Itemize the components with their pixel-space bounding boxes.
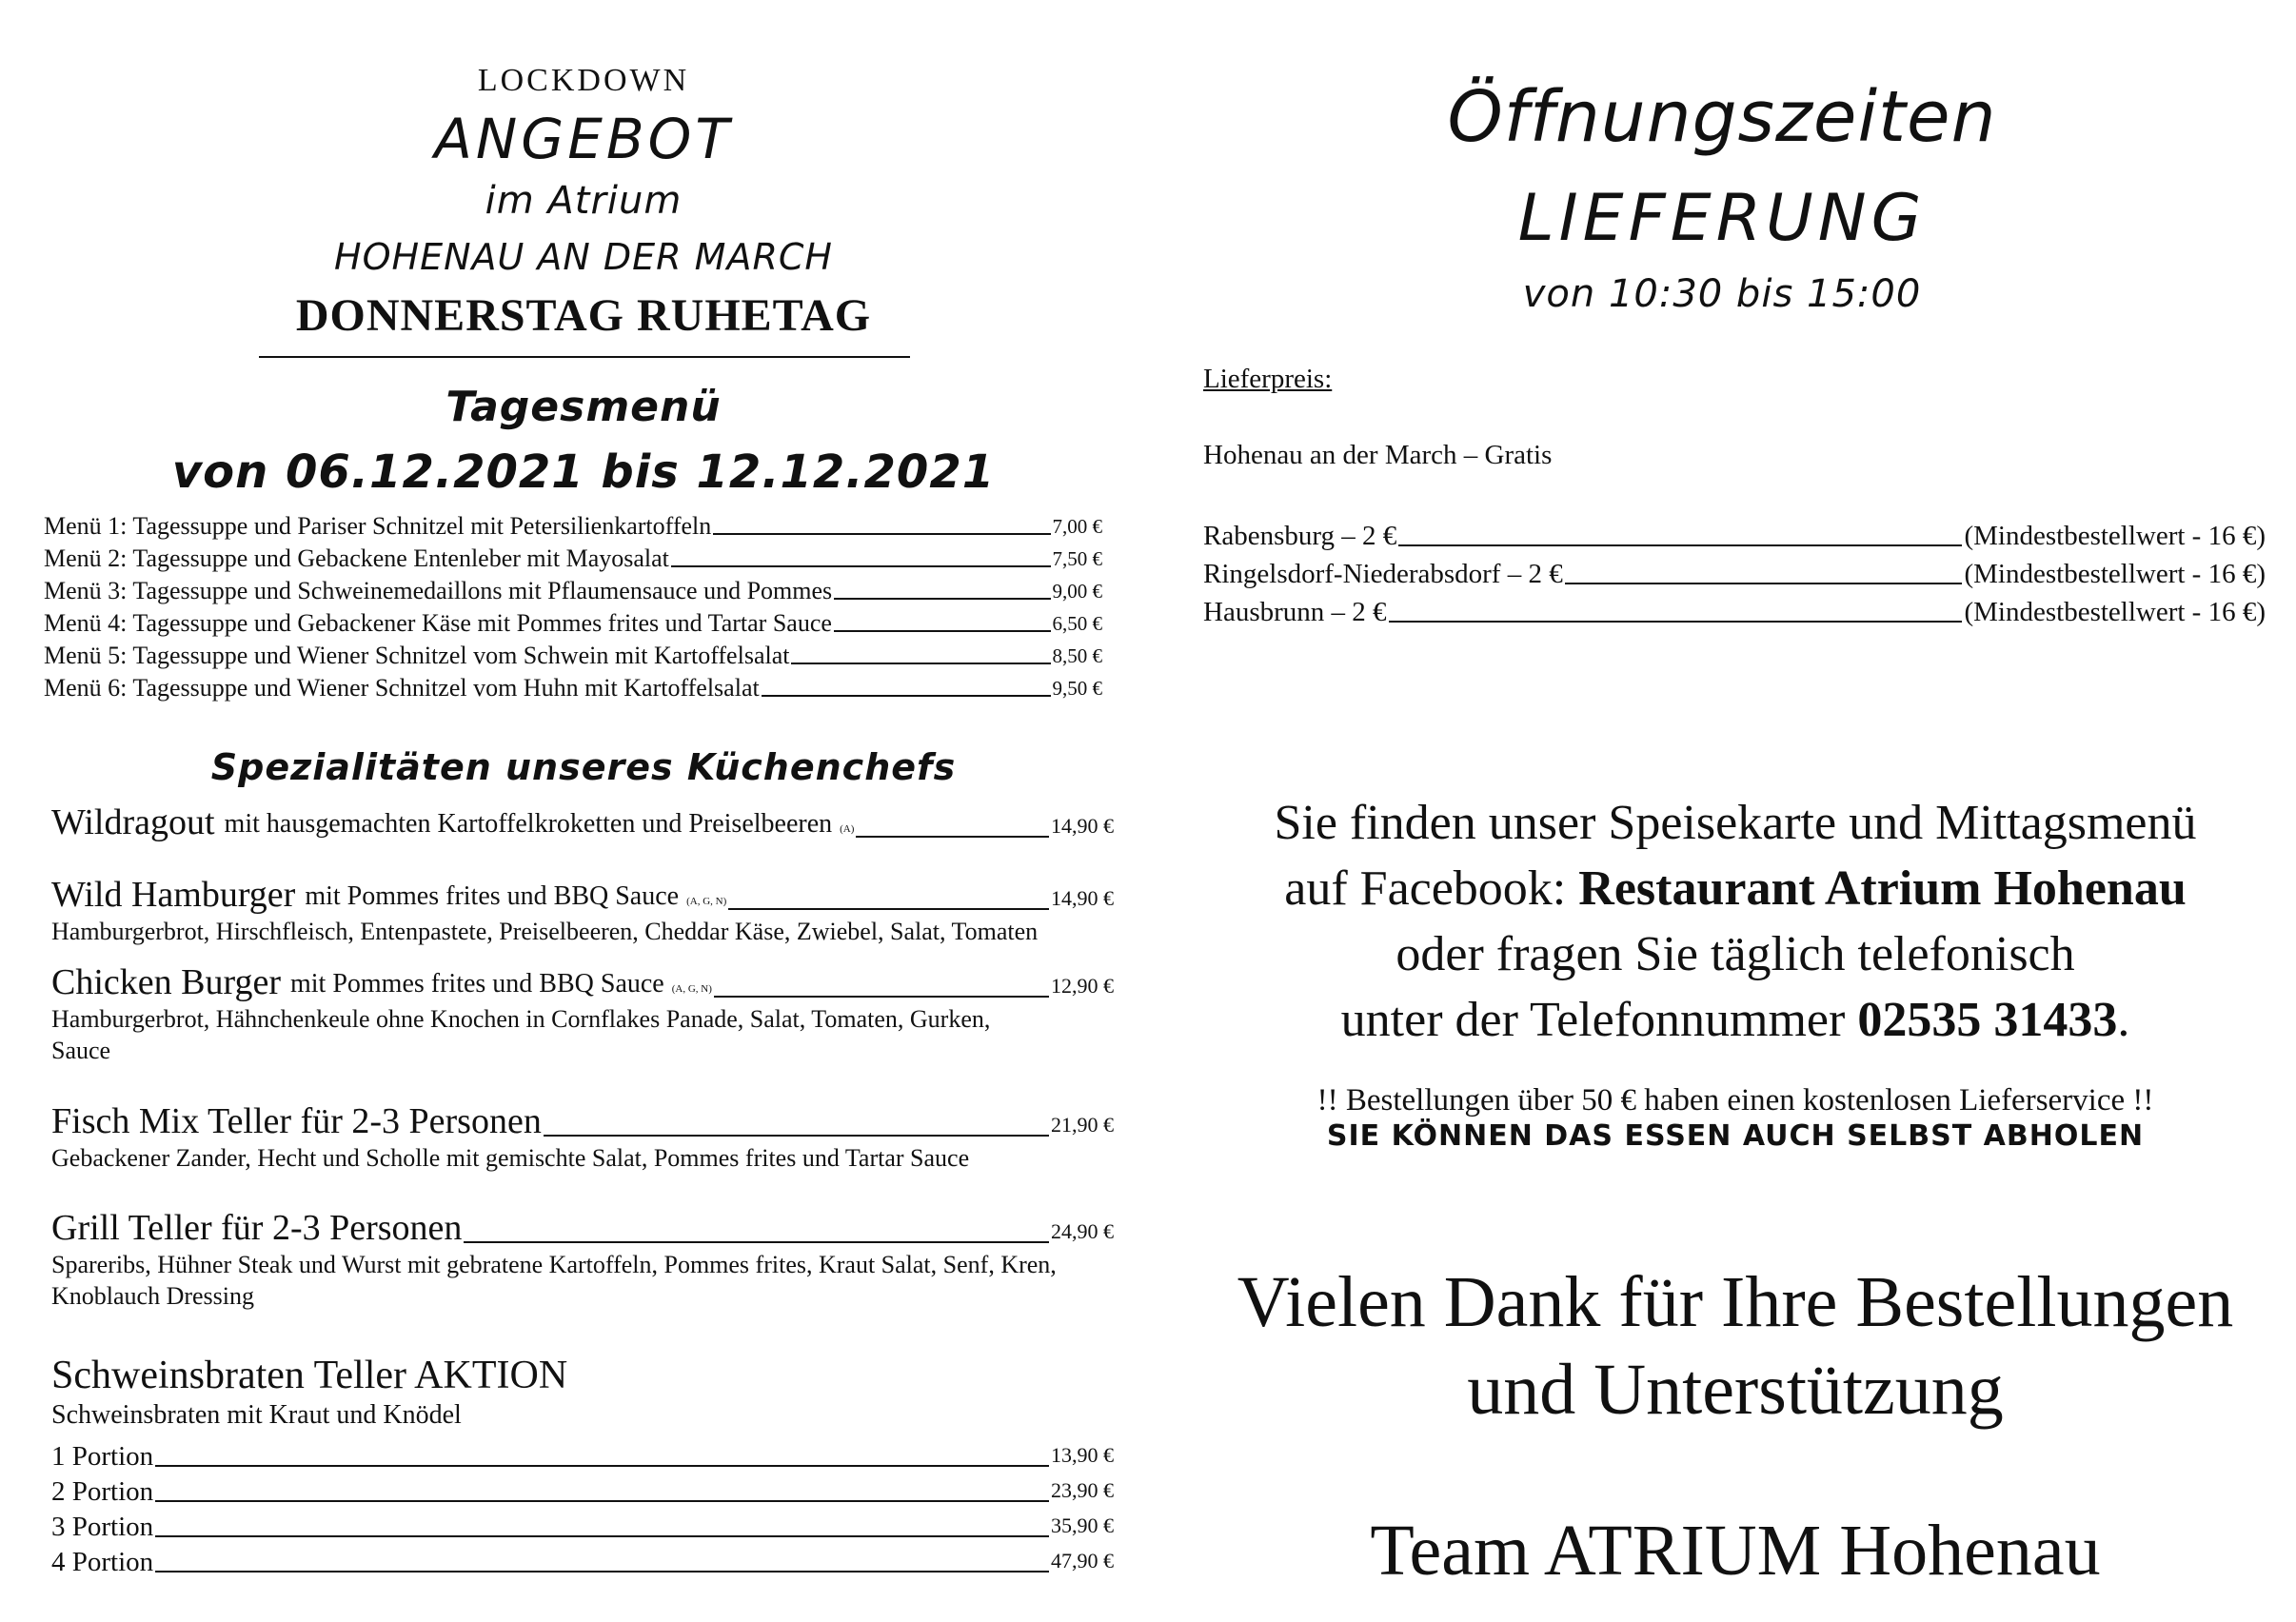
info-block — [1148, 790, 2296, 1053]
special-extra: mit Pommes frites und BBQ Sauce — [305, 881, 680, 911]
thanks-line: und Unterstützung — [1467, 1350, 2004, 1430]
info-text: . — [2117, 993, 2130, 1047]
special-name: Grill Teller für 2-3 Personen — [51, 1208, 463, 1248]
date-range: von 06.12.2021 bis 12.12.2021 — [171, 445, 996, 499]
daily-menu-text: Menü 2: Tagessuppe und Gebackene Entenleber mit Mayosalat — [44, 544, 669, 572]
delivery-hours: von 10:30 bis 15:00 — [1522, 272, 1922, 316]
free-delivery-note: !! Bestellungen über 50 € haben einen kostenlosen Lieferservice !! — [1316, 1083, 2154, 1118]
leader-line — [671, 565, 1051, 567]
daily-menu-list — [44, 508, 1102, 702]
leader-line — [856, 836, 1049, 838]
thanks-message — [1148, 1258, 2296, 1434]
info-line: Sie finden unser Speisekarte und Mittagsmenü — [1274, 796, 2197, 850]
daily-menu-text: Menü 1: Tagessuppe und Pariser Schnitzel mit Petersilienkartoffeln — [44, 512, 712, 540]
delivery-title: LIEFERUNG — [1517, 181, 1927, 256]
thanks-line: Vielen Dank für Ihre Bestellungen — [1237, 1262, 2234, 1342]
daily-menu-price: 6,50 € — [1052, 612, 1102, 635]
leader-line — [1389, 621, 1963, 623]
header-divider — [259, 356, 910, 358]
info-text: auf Facebook: — [1284, 861, 1579, 916]
location-heading: HOHENAU AN DER MARCH — [334, 236, 833, 278]
special-extra: mit hausgemachten Kartoffelkroketten und Preiselbeeren — [224, 809, 833, 839]
portion-item — [51, 1473, 1114, 1508]
leader-line — [791, 663, 1050, 664]
allergen-codes: (A) — [840, 823, 855, 835]
daily-menu-price: 8,50 € — [1052, 644, 1102, 667]
opening-hours-title: Öffnungszeiten — [1447, 76, 1997, 158]
leader-line — [155, 1500, 1049, 1502]
special-price: 14,90 € — [1051, 814, 1114, 838]
portion-price: 23,90 € — [1051, 1478, 1114, 1502]
daily-menu-item — [44, 605, 1102, 638]
special-item — [51, 961, 1114, 1066]
delivery-price-row — [1203, 552, 2266, 590]
portion-label: 4 Portion — [51, 1547, 154, 1577]
special-description: Hamburgerbrot, Hirschfleisch, Entenpastete, Preiselbeeren, Cheddar Käse, Zwiebel, Salat, Tomaten — [51, 918, 1039, 945]
special-name: Fisch Mix Teller für 2-3 Personen — [51, 1101, 542, 1141]
special-item — [51, 1100, 1114, 1174]
special-extra: mit Pommes frites und BBQ Sauce — [289, 969, 664, 999]
im-atrium-heading: im Atrium — [485, 179, 683, 223]
leader-line — [1565, 583, 1963, 584]
daily-menu-item — [44, 638, 1102, 670]
special-price: 21,90 € — [1051, 1113, 1114, 1137]
info-line — [1148, 856, 2296, 921]
leader-line — [834, 630, 1051, 632]
daily-menu-price: 7,50 € — [1052, 547, 1102, 570]
special-description: Hamburgerbrot, Hähnchenkeule ohne Knochen in Cornflakes Panade, Salat, Tomaten, Gurken, Sauce — [51, 1005, 991, 1064]
daily-menu-item — [44, 541, 1102, 573]
daily-menu-text: Menü 3: Tagessuppe und Schweinemedaillons mit Pflaumensauce und Pommes — [44, 577, 833, 604]
phone-number: 02535 31433 — [1857, 993, 2118, 1047]
special-name: Wild Hamburger — [51, 875, 296, 915]
special-name: Chicken Burger — [51, 962, 281, 1002]
schweinsbraten-title: Schweinsbraten Teller AKTION — [51, 1354, 568, 1397]
special-price: 14,90 € — [1051, 886, 1114, 910]
allergen-codes: (A, G, N) — [671, 983, 712, 995]
leader-line — [155, 1465, 1049, 1467]
team-signature: Team ATRIUM Hohenau — [1370, 1511, 2101, 1591]
leader-line — [834, 598, 1050, 600]
daily-menu-item — [44, 670, 1102, 702]
special-item — [51, 874, 1114, 947]
schweinsbraten-subtitle: Schweinsbraten mit Kraut und Knödel — [51, 1400, 462, 1430]
lockdown-heading: LOCKDOWN — [477, 63, 690, 98]
daily-menu-price: 7,00 € — [1052, 515, 1102, 538]
leader-line — [155, 1571, 1049, 1573]
leader-line — [1398, 544, 1962, 546]
specials-title: Spezialitäten unseres Küchenchefs — [210, 746, 957, 788]
special-description: Gebackener Zander, Hecht und Scholle mit gemischte Salat, Pommes frites und Tartar Sauce — [51, 1144, 970, 1172]
leader-line — [762, 695, 1051, 697]
portion-price: 13,90 € — [1051, 1443, 1114, 1467]
leader-line — [155, 1535, 1049, 1537]
ruhetag-heading: DONNERSTAG RUHETAG — [295, 290, 872, 341]
special-price: 24,90 € — [1051, 1219, 1114, 1243]
daily-menu-text: Menü 4: Tagessuppe und Gebackener Käse mit Pommes frites und Tartar Sauce — [44, 609, 832, 637]
delivery-price-row — [1203, 590, 2266, 628]
portion-item — [51, 1508, 1114, 1543]
special-item — [51, 801, 1114, 843]
free-delivery-location: Hohenau an der March – Gratis — [1203, 440, 1553, 470]
special-description: Spareribs, Hühner Steak und Wurst mit gebratene Kartoffeln, Pommes frites, Kraut Salat, Senf, Kren, Knoblauch Dressing — [51, 1251, 1057, 1310]
special-name: Wildragout — [51, 802, 215, 842]
portion-price: 47,90 € — [1051, 1549, 1114, 1573]
delivery-price-label: Lieferpreis: — [1203, 364, 1333, 394]
info-text: unter der Telefonnummer — [1340, 993, 1858, 1047]
allergen-codes: (A, G, N) — [686, 896, 727, 907]
tagesmenu-title: Tagesmenü — [445, 383, 722, 431]
facebook-page-name: Restaurant Atrium Hohenau — [1578, 861, 2187, 916]
delivery-place: Rabensburg – 2 € — [1203, 521, 1397, 551]
delivery-place: Ringelsdorf-Niederabsdorf – 2 € — [1203, 559, 1563, 589]
info-line: oder fragen Sie täglich telefonisch — [1395, 927, 2075, 981]
portion-label: 2 Portion — [51, 1476, 154, 1507]
portion-item — [51, 1543, 1114, 1578]
leader-line — [713, 533, 1050, 535]
portion-label: 1 Portion — [51, 1441, 154, 1472]
daily-menu-item — [44, 508, 1102, 541]
angebot-heading: ANGEBOT — [434, 107, 733, 171]
pickup-note: SIE KÖNNEN DAS ESSEN AUCH SELBST ABHOLEN — [1326, 1119, 2145, 1153]
delivery-price-row — [1203, 514, 2266, 552]
daily-menu-text: Menü 6: Tagessuppe und Wiener Schnitzel vom Huhn mit Kartoffelsalat — [44, 674, 760, 702]
leader-line — [728, 908, 1049, 910]
leader-line — [714, 996, 1049, 998]
daily-menu-price: 9,00 € — [1052, 580, 1102, 603]
portion-price: 35,90 € — [1051, 1513, 1114, 1537]
daily-menu-item — [44, 573, 1102, 605]
portion-label: 3 Portion — [51, 1512, 154, 1542]
info-line — [1148, 987, 2296, 1053]
delivery-price-list — [1203, 514, 2266, 628]
portion-item — [51, 1437, 1114, 1473]
minimum-order: (Mindestbestellwert - 16 €) — [1964, 559, 2266, 589]
special-price: 12,90 € — [1051, 974, 1114, 998]
leader-line — [544, 1135, 1049, 1137]
minimum-order: (Mindestbestellwert - 16 €) — [1964, 521, 2266, 551]
special-item — [51, 1207, 1114, 1312]
portion-list — [51, 1437, 1114, 1578]
daily-menu-price: 9,50 € — [1052, 677, 1102, 700]
minimum-order: (Mindestbestellwert - 16 €) — [1964, 597, 2266, 627]
delivery-place: Hausbrunn – 2 € — [1203, 597, 1387, 627]
leader-line — [464, 1241, 1049, 1243]
daily-menu-text: Menü 5: Tagessuppe und Wiener Schnitzel vom Schwein mit Kartoffelsalat — [44, 642, 790, 669]
schweinsbraten-section — [51, 1352, 1114, 1431]
